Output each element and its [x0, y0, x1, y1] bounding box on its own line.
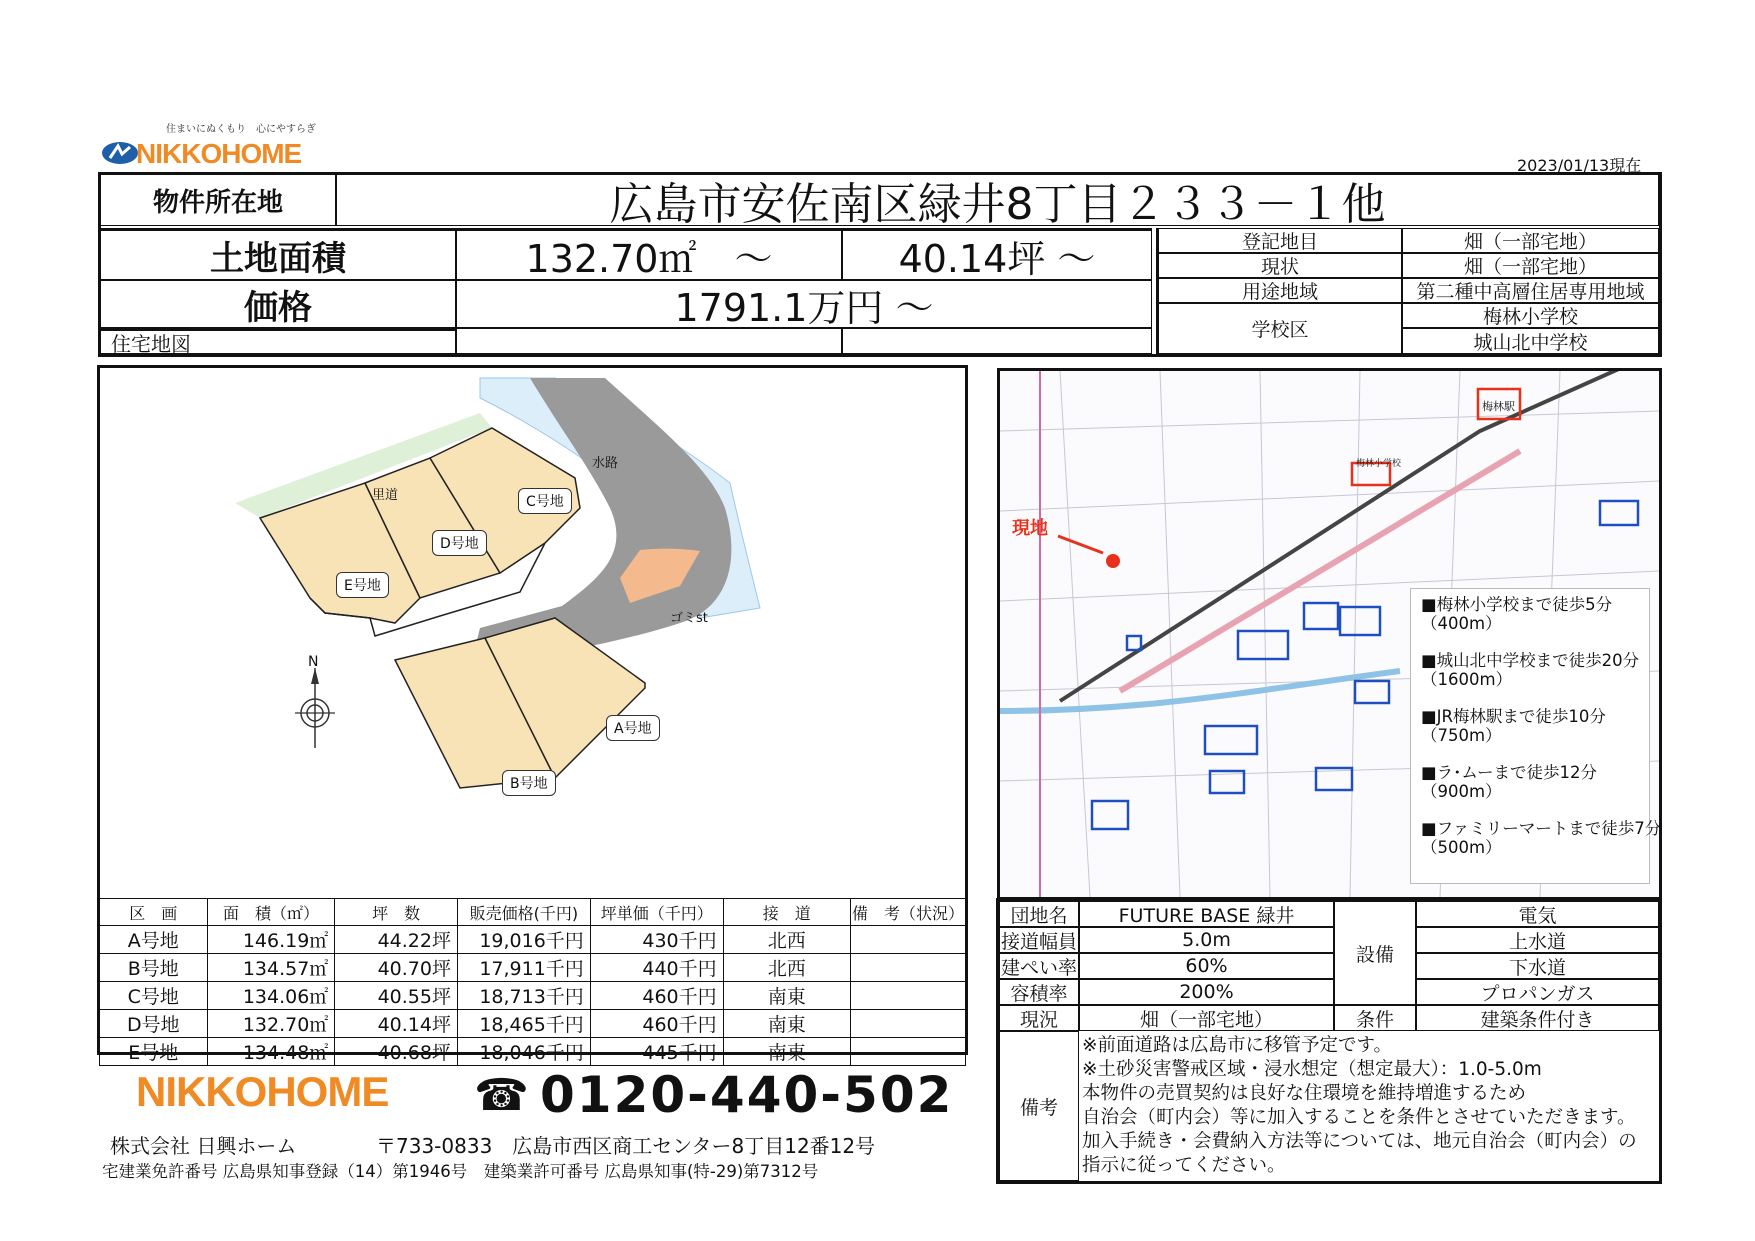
price-value: 1791.1万円 ～ [456, 280, 1152, 328]
remarks-label: 備考 [999, 1031, 1079, 1181]
table-row [100, 954, 966, 982]
lot-cell: D号地 [100, 1010, 208, 1038]
current-use-value: 畑（一部宅地） [1402, 253, 1659, 278]
zoning-label: 用途地域 [1156, 278, 1402, 303]
facility-gas: プロパンガス [1416, 979, 1659, 1005]
price-cell: 17,911千円 [457, 954, 590, 982]
development-label: 団地名 [999, 901, 1079, 927]
school-elementary: 梅林小学校 [1402, 303, 1659, 328]
col-area: 面 積（㎡） [207, 899, 335, 926]
date-stamp: 2023/01/13現在 [1517, 156, 1642, 175]
remark-line: 指示に従ってください。 [1082, 1155, 1286, 1176]
remark-line: 加入手続き・会費納入方法等については、地元自治会（町内会）の [1082, 1131, 1637, 1152]
remarks-cell [850, 954, 965, 982]
col-price: 販売価格(千円) [457, 899, 590, 926]
current-use-label: 現状 [1156, 253, 1402, 278]
company-address: 〒733-0833 広島市西区商工センター8丁目12番12号 [376, 1134, 876, 1158]
map-label-blank1 [456, 328, 842, 354]
road-cell: 南東 [723, 1038, 850, 1066]
footer-logo-text: NIKKOHOME [136, 1068, 389, 1115]
unit-price-cell: 430千円 [590, 926, 723, 954]
distance-info-box [1410, 588, 1662, 884]
map-label: 住宅地図 [100, 328, 456, 354]
road-cell: 南東 [723, 1010, 850, 1038]
table-row [100, 1038, 966, 1066]
area-cell: 134.06㎡ [207, 982, 335, 1010]
condition-value: 建築条件付き [1416, 1005, 1659, 1031]
lot-cell: C号地 [100, 982, 208, 1010]
tsubo-cell: 44.22坪 [335, 926, 458, 954]
phone-number: 0120-440-502 [540, 1066, 954, 1124]
license-info: 宅建業免許番号 広島県知事登録（14）第1946号 建築業許可番号 広島県知事(特-29)第7312号 [102, 1162, 819, 1181]
road-label: 里道 [372, 488, 399, 503]
lot-e-label: E号地 [336, 572, 389, 598]
remarks-cell [850, 1038, 965, 1066]
col-unit-price: 坪単価（千円） [590, 899, 723, 926]
tagline: 住まいにぬくもり 心にやすらぎ [166, 124, 316, 135]
road-width-label: 接道幅員 [999, 927, 1079, 953]
far-value: 200% [1079, 979, 1334, 1005]
lot-cell: E号地 [100, 1038, 208, 1066]
table-row [100, 982, 966, 1010]
land-area-tsubo: 40.14坪 ～ [842, 228, 1152, 280]
zoning-value: 第二種中高層住居専用地域 [1402, 278, 1659, 303]
school-label: 学校区 [1156, 303, 1402, 354]
status-value: 畑（一部宅地） [1079, 1005, 1334, 1031]
location-value: 広島市安佐南区緑井8丁目２３３－１他 [336, 174, 1659, 226]
phone-icon: ☎ [474, 1070, 529, 1121]
table-row [100, 926, 966, 954]
school-marker-label: 梅林小学校 [1356, 459, 1402, 469]
remark-line: 自治会（町内会）等に加入することを条件とさせていただきます。 [1082, 1107, 1636, 1128]
unit-price-cell: 445千円 [590, 1038, 723, 1066]
road-width-value: 5.0m [1079, 927, 1334, 953]
condition-label: 条件 [1334, 1005, 1416, 1031]
remark-line: ※土砂災害警戒区域・浸水想定（想定最大）：1.0-5.0m [1082, 1059, 1542, 1080]
tsubo-cell: 40.68坪 [335, 1038, 458, 1066]
facility-electric: 電気 [1416, 901, 1659, 927]
distance-station-m: （750m） [1421, 726, 1502, 745]
unit-price-cell: 440千円 [590, 954, 723, 982]
plot-map [100, 368, 965, 888]
logo-mark-icon [100, 138, 140, 168]
lot-a-label: A号地 [606, 715, 660, 741]
price-cell: 18,465千円 [457, 1010, 590, 1038]
road-cell: 南東 [723, 982, 850, 1010]
lot-d-label: D号地 [432, 530, 487, 556]
area-cell: 146.19㎡ [207, 926, 335, 954]
school-junior-high: 城山北中学校 [1402, 328, 1659, 354]
distance-station: ■JR梅林駅まで徒歩10分 [1421, 707, 1606, 726]
col-remarks: 備 考（状況） [850, 899, 965, 926]
lots-table-header [100, 899, 966, 926]
remarks-cell [850, 982, 965, 1010]
table-row [100, 1010, 966, 1038]
location-label: 物件所在地 [100, 174, 336, 226]
reg-land-label: 登記地目 [1156, 228, 1402, 253]
far-label: 容積率 [999, 979, 1079, 1005]
status-label: 現況 [999, 1005, 1079, 1031]
facility-sewer: 下水道 [1416, 953, 1659, 979]
north-label: N [308, 654, 319, 670]
company-name: 株式会社 日興ホーム [110, 1134, 297, 1158]
lot-b-label: B号地 [502, 770, 556, 796]
lot-cell: A号地 [100, 926, 208, 954]
col-lot: 区 画 [100, 899, 208, 926]
lot-c-label: C号地 [518, 488, 572, 514]
remarks-text [1082, 1034, 1656, 1178]
site-marker-icon [1106, 554, 1120, 568]
price-cell: 18,046千円 [457, 1038, 590, 1066]
development-value: FUTURE BASE 緑井 [1079, 901, 1334, 927]
land-area-label: 土地面積 [100, 228, 456, 280]
col-road: 接 道 [723, 899, 850, 926]
road-cell: 北西 [723, 954, 850, 982]
price-label: 価格 [100, 280, 456, 328]
lot-cell: B号地 [100, 954, 208, 982]
distance-school-1: ■梅林小学校まで徒歩5分 [1421, 595, 1613, 614]
water-label: 水路 [592, 456, 619, 471]
map-label-blank2 [842, 328, 1152, 354]
distance-school-2-m: （1600m） [1421, 670, 1513, 689]
price-cell: 18,713千円 [457, 982, 590, 1010]
area-cell: 134.57㎡ [207, 954, 335, 982]
remarks-cell [850, 1010, 965, 1038]
distance-convenience-m: （500m） [1421, 838, 1502, 857]
tsubo-cell: 40.70坪 [335, 954, 458, 982]
land-area-m2: 132.70㎡ ～ [456, 228, 842, 280]
remark-line: 本物件の売買契約は良好な住環境を維持増進するため [1082, 1083, 1527, 1104]
price-cell: 19,016千円 [457, 926, 590, 954]
unit-price-cell: 460千円 [590, 1010, 723, 1038]
unit-price-cell: 460千円 [590, 982, 723, 1010]
facility-label: 設備 [1334, 901, 1416, 1005]
tsubo-cell: 40.55坪 [335, 982, 458, 1010]
footer-logo [136, 1068, 388, 1116]
tsubo-cell: 40.14坪 [335, 1010, 458, 1038]
garbage-label: ゴミst [670, 611, 708, 626]
genchi-label: 現地 [1012, 518, 1048, 539]
lots-table [99, 898, 966, 1066]
header-logo [100, 138, 330, 170]
road-cell: 北西 [723, 926, 850, 954]
col-tsubo: 坪 数 [335, 899, 458, 926]
coverage-label: 建ぺい率 [999, 953, 1079, 979]
coverage-value: 60% [1079, 953, 1334, 979]
distance-supermarket: ■ラ･ムーまで徒歩12分 [1421, 763, 1598, 782]
area-cell: 132.70㎡ [207, 1010, 335, 1038]
logo-text: NIKKOHOME [136, 138, 302, 169]
distance-school-1-m: （400m） [1421, 614, 1502, 633]
distance-school-2: ■城山北中学校まで徒歩20分 [1421, 651, 1640, 670]
distance-convenience: ■ファミリーマートまで徒歩7分 [1421, 819, 1662, 838]
station-label: 梅林駅 [1482, 400, 1515, 413]
reg-land-value: 畑（一部宅地） [1402, 228, 1659, 253]
area-cell: 134.48㎡ [207, 1038, 335, 1066]
remark-line: ※前面道路は広島市に移管予定です。 [1082, 1035, 1393, 1056]
north-arrow-icon [295, 668, 335, 748]
distance-supermarket-m: （900m） [1421, 782, 1502, 801]
remarks-cell [850, 926, 965, 954]
facility-water: 上水道 [1416, 927, 1659, 953]
